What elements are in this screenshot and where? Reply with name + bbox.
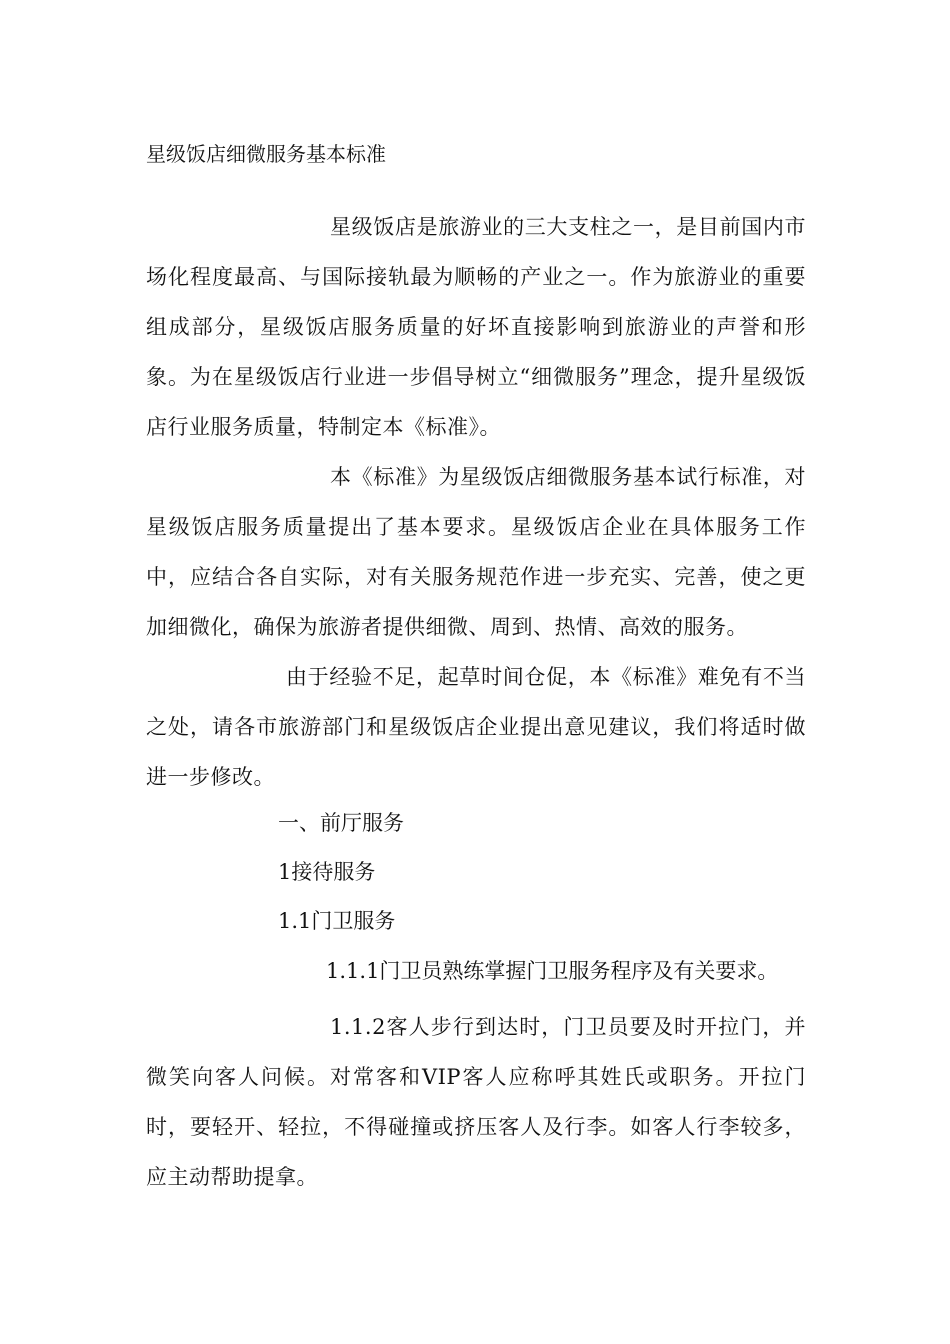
intro-paragraph-2: 本《标准》为星级饭店细微服务基本试行标准，对星级饭店服务质量提出了基本要求。星级饭店企业在具体服务工作中，应结合各自实际，对有关服务规范作进一步充实、完善，使之更加细微化，确保为旅游者提供细微、周到、热情、高效的服务。 <box>146 465 806 639</box>
section-heading: 一、前厅服务 <box>278 811 404 835</box>
intro-paragraph-3: 由于经验不足，起草时间仓促，本《标准》难免有不当之处，请各市旅游部门和星级饭店企业提出意见建议，我们将适时做进一步修改。 <box>146 665 806 789</box>
subsubsection-heading: 1.1门卫服务 <box>278 909 396 933</box>
item-1-1-1: 1.1.1门卫员熟练掌握门卫服务程序及有关要求。 <box>326 959 779 983</box>
document-title: 星级饭店细微服务基本标准 <box>146 142 386 166</box>
intro-paragraph-1: 星级饭店是旅游业的三大支柱之一，是目前国内市场化程度最高、与国际接轨最为顺畅的产业之一。作为旅游业的重要组成部分，星级饭店服务质量的好坏直接影响到旅游业的声誉和形象。为在星级饭店行业进一步倡导树立“细微服务”理念，提升星级饭店行业服务质量，特制定本《标准》。 <box>146 215 806 439</box>
subsection-heading: 1接待服务 <box>278 860 376 884</box>
document-page <box>146 0 806 1344</box>
item-1-1-2: 1.1.2客人步行到达时，门卫员要及时开拉门，并微笑向客人问候。对常客和VIP客人应称呼其姓氏或职务。开拉门时，要轻开、轻拉，不得碰撞或挤压客人及行李。如客人行李较多，应主动帮助提拿。 <box>146 1015 806 1189</box>
